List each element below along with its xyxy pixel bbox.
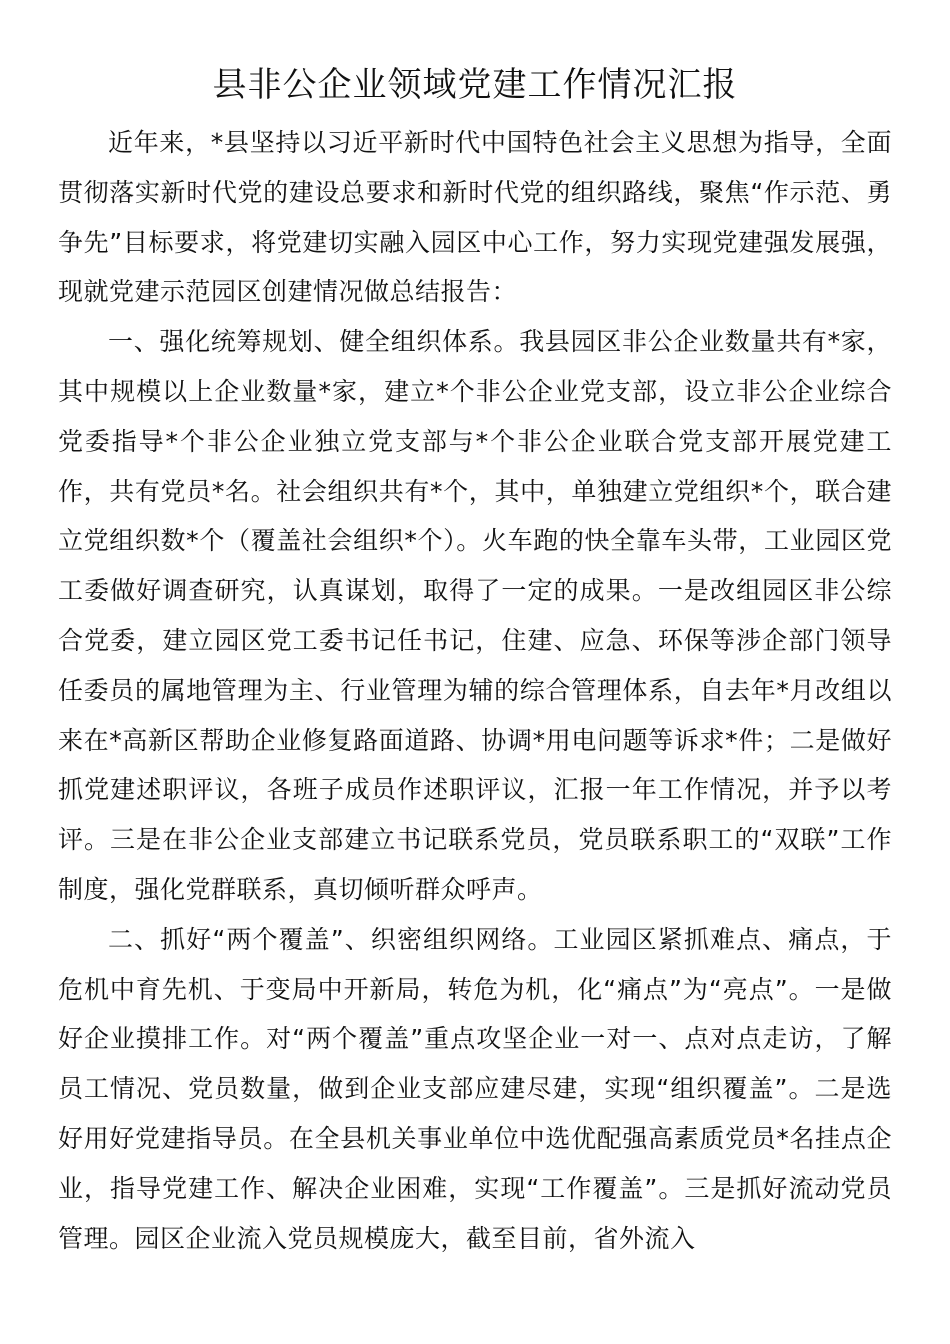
document-title: 县非公企业领域党建工作情况汇报 [212, 65, 738, 105]
paragraph-section-one: 一、强化统筹规划、健全组织体系。我县园区非公企业数量共有*家，其中规模以上企业数量*家，建立*个非公企业党支部，设立非公企业综合党委指导*个非公企业独立党支部与*个非公企业联合党支部开展党建工作，共有党员*名。社会组织共有*个，其中，单独建立党组织*个，联合建立党组织数*个（覆盖社会组织*个）。火车跑的快全靠车头带，工业园区党工委做好调查研究，认真谋划，取得了一定的成果。一是改组园区非公综合党委，建立园区党工委书记任书记，住建、应急、环保等涉企部门领导任委员的属地管理为主、行业管理为辅的综合管理体系，自去年*月改组以来在*高新区帮助企业修复路面道路、协调*用电问题等诉求*件；二是做好抓党建述职评议，各班子成员作述职评议，汇报一年工作情况，并予以考评。三是在非公企业支部建立书记联系党员，党员联系职工的“双联”工作制度，强化党群联系，真切倾听群众呼声。 [58, 327, 892, 904]
paragraph-intro: 近年来，*县坚持以习近平新时代中国特色社会主义思想为指导，全面贯彻落实新时代党的建设总要求和新时代党的组织路线，聚焦“作示范、勇争先”目标要求，将党建切实融入园区中心工作，努力实现党建强发展强，现就党建示范园区创建情况做总结报告： [58, 128, 892, 307]
paragraph-section-two: 二、抓好“两个覆盖”、织密组织网络。工业园区紧抓难点、痛点，于危机中育先机、于变局中开新局，转危为机，化“痛点”为“亮点”。一是做好企业摸排工作。对“两个覆盖”重点攻坚企业一对一、点对点走访，了解员工情况、党员数量，做到企业支部应建尽建，实现“组织覆盖”。二是选好用好党建指导员。在全县机关事业单位中选优配强高素质党员*名挂点企业，指导党建工作、解决企业困难，实现“工作覆盖”。三是抓好流动党员管理。园区企业流入党员规模庞大，截至目前，省外流入 [58, 924, 892, 1253]
